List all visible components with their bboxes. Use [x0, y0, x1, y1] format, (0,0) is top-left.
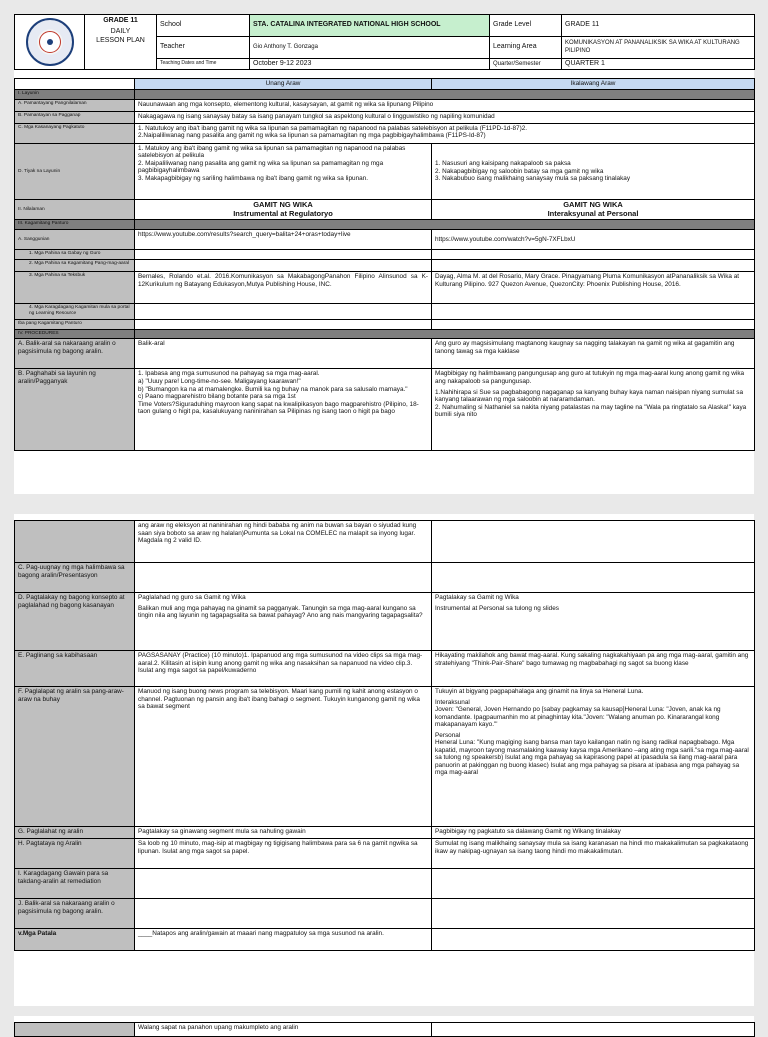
- balik-aral-day1: Balik-aral: [135, 339, 432, 369]
- lesson-table-3: [14, 1022, 755, 1037]
- paglalapat-label: F. Paglalapat ng aralin sa pang-araw-araw na buhay: [15, 687, 135, 827]
- paghahabi-label: B. Paghahabi sa layunin ng aralin/Pagganyak: [15, 369, 135, 451]
- pamantayan-sa-pagganap-text: Nakagagawa ng isang sanaysay batay sa isang panayam tungkol sa aspektong kultural o lingguwistiko ng napiling komunidad: [135, 111, 755, 123]
- grade-daily-lesson-plan: [85, 15, 157, 70]
- lesson-table-1: [14, 78, 755, 451]
- school-label: School: [157, 15, 250, 37]
- page-1: [14, 14, 754, 494]
- pamantayang-pangnilalaman-label: A. Pamantayang Pangnilalaman: [15, 99, 135, 111]
- procedures-label: IV. PROCEDURES: [15, 330, 135, 339]
- paglinang-label: E. Paglinang sa kabihasaan: [15, 651, 135, 687]
- deped-seal-icon: [26, 18, 74, 66]
- gabay-ng-guro-label: 1. Mga Pahina sa Gabay ng Guro: [15, 250, 135, 260]
- teksbuk-day1: Bernales, Rolando et.al. 2016.Komunikasyon sa MakabagongPanahon Filipino Alinsunod sa K-12Kurikulum ng Batayang Edukasyon,Mutya Publishing House, INC.: [135, 272, 432, 304]
- paglalahat-day1: Pagtalakay sa ginawang segment mula sa nahuling gawain: [135, 827, 432, 839]
- lesson-plan-label: LESSON PLAN: [96, 36, 145, 44]
- iba-pang-kagamitan-label: Iba pang Kagamitang Panturo: [15, 320, 135, 330]
- school-value: STA. CATALINA INTEGRATED NATIONAL HIGH SCHOOL: [250, 15, 490, 37]
- pagtataya-day1: Sa loob ng 10 minuto, mag-isip at magbigay ng tigigisang halimbawa para sa 6 na gamit ngwika sa lipunan. Isulat ang mga sagot sa papel.: [135, 839, 432, 869]
- pagtalakay-label: D. Pagtalakay ng bagong konsepto at paglalahad ng bagong kasanayan: [15, 593, 135, 651]
- tiyak-na-layunin-day1: 1. Matukoy ang iba't ibang gamit ng wika sa lipunan sa pamamagitan ng napanood na palabas satelebisyon at pelikula 2. Maipaliliwanag nang pasalita ang gamit ng wika sa lipunan sa pamamagitan ng mga pagbibigayhalimbawa 3. Makapagbibigay ng sariling halimbawa ng iba't ibang gamit ng wika sa lipunan.: [135, 143, 432, 199]
- teacher-label: Teacher: [157, 37, 250, 59]
- tiyak-na-layunin-day2: 1. Nasusuri ang kaisipang nakapaloob sa paksa 2. Nakapagbibigay ng saloobin batay sa mga gamit ng wika 3. Nakabubuo isang malikhaing sanaysay mula sa paksang tinalakay: [432, 143, 755, 199]
- lesson-table-2: [14, 520, 755, 951]
- paglalapat-day2: Tukuyin at bigyang pagpapahalaga ang ginamit na linya sa Heneral Luna. Interaksunal Joven: "General, Joven Hernando po [sabay pagkamay sa kausap]Heneral Luna: "Joven, anak ka ng komandante. Ipagpaumanhin mo at pinaghintay kita."Joven: "Walang anuman po. Kinararangal kong makapanayam kayo."' Personal Heneral Luna: "Kung magiging isang bansa man tayo kailangan natin ng isang radikal napagbabago. Mga kapatid, mayroon tayong masmalaking kaaway kaysa mga Amerikano –ang ating mga sarili."sa mga mag-aaral sa tulong ng speakersb) Isulat ang mga pahayag sa kapirasong papel at ipasadula sa ilang mag-aaral para panuorin at pakinggan ng buong klasec) Isulat ang mga pahayag sa pisara at ipabasa ang mga pahayag sa mga mag-aaral: [432, 687, 755, 827]
- kagamitang-pang-mag-aaral-label: 2. Mga Pahina sa Kagamitang Pang-mag-aaral: [15, 260, 135, 272]
- pagtalakay-day1: Paglalahad ng guro sa Gamit ng Wika Balikan muli ang mga pahayag na ginamit sa pagganyak. Tanungin sa mga mag-aaral kungano sa tingin nila ang layunin ng tagapagsalita sa bawat pahayag? Ano ang nais mangyaring tagapagsalita?: [135, 593, 432, 651]
- sanggunian-day2-link[interactable]: https://www.youtube.com/watch?v=5gN-7XFLbxU: [432, 230, 755, 250]
- balik-aral-j-label: J. Balik-aral sa nakaraang aralin o pagsisimula ng bagong aralin.: [15, 899, 135, 929]
- paglinang-day1: PAGSASANAY (Practice) (10 minuto)1. Ipapanuod ang mga sumusunod na video clips sa mga mag-aaral.2. Kilitasin at isipin kung anong gamit ng wika ang nasaksihan sa napanuod na video clip.3. Isulat ang mga sagot sa papel/kuwaderno: [135, 651, 432, 687]
- kasanayang-pagkatuto-text: 1. Natutukoy ang iba't ibang gamit ng wika sa lipunan sa pamamagitan ng napanood na palabas satelebisyon at pelikula (F11PD-1d-87)2. 2.Naipaliliwanag nang pasalita ang gamit ng wika sa lipunan sa pamamagitan ng mga pagbibigayhalimbawa (F11PS-Id-87): [135, 123, 755, 143]
- quarter-label: Quarter/Semester: [490, 59, 562, 70]
- dates-label: Teaching Dates and Time: [157, 59, 250, 70]
- mga-patala-label: v.Mga Patala: [15, 929, 135, 951]
- kagamitang-panturo-label: III. Kagamitang Panturo: [15, 220, 135, 230]
- balik-aral-label: A. Balik-aral sa nakaraang aralin o pagsisimula ng bagong aralin.: [15, 339, 135, 369]
- karagdagang-gawain-label: I. Karagdagang Gawain para sa takdang-aralin at remediation: [15, 869, 135, 899]
- paghahabi-day2: Magbibigay ng halimbawang pangungusap ang guro at tutukyin ng mga mag-aaral kung anong gamit ng wika ang nakapaloob sa pangungusap. 1.Nahihirapa si Sue sa pagbabagong nagaganap sa kanyang buhay kaya naman naisipan niyang sumulat sa kanyang talaarawan ng mga saloobin at nararamdaman. 2. Nahumaling si Nathaniel sa nakita niyang patalastas na may tagline na "Wala pa ringtatalo sa Alaska!" kaya bumili siya nito: [432, 369, 755, 451]
- teksbuk-day2: Dayag, Alma M. at del Rosario, Mary Grace. Pinagyamang Pluma Komunikasyon atPananaliksik sa Wika at Kulturang Pilipino. 927 Quezon Avenue, QuezonCity: Phoenix Publishing House, 2016.: [432, 272, 755, 304]
- balik-aral-day2: Ang guro ay magsisimulang magtanong kaugnay sa nagging talakayan na gamit ng wika at gagamitin ang tanong tawag sa mga kaklase: [432, 339, 755, 369]
- paghahabi-day1-continued: ang araw ng eleksyon at naninirahan ng hindi bababa ng anim na buwan sa bayan o siyudad kung saan siya boboto sa araw ng halalan)Pumunta sa Lokal na COMELEC na malapit sa inyong lugar. Magdala ng 2 valid ID.: [135, 521, 432, 563]
- paglinang-day2: Hikayating makilahok ang bawat mag-aaral. Kung sakaling nagkakahiyaan pa ang mga mag-aaral, gamitin ang stratehiyang "Think-Pair-Share" bago tumawag ng magbabahagi ng sagot sa buong klase: [432, 651, 755, 687]
- learning-area-label: Learning Area: [490, 37, 562, 59]
- teksbuk-label: 3. Mga Pahina sa Teksbuk: [15, 272, 135, 304]
- pagtalakay-day2: Pagtalakay sa Gamit ng Wika Instrumental at Personal sa tulong ng slides: [432, 593, 755, 651]
- daily-label: DAILY: [110, 28, 131, 36]
- layunin-label: I. Layunin: [15, 89, 135, 99]
- grade-label: GRADE 11: [103, 17, 138, 24]
- pag-uugnay-label: C. Pag-uugnay ng mga halimbawa sa bagong aralin/Presentasyon: [15, 563, 135, 593]
- pamantayan-sa-pagganap-label: B. Pamantayan sa Pagganap: [15, 111, 135, 123]
- nilalaman-day1: GAMIT NG WIKA Instrumental at Regulatoryo: [135, 199, 432, 220]
- sanggunian-day1-link[interactable]: https://www.youtube.com/results?search_query=balita+24+oras+today+live: [135, 230, 432, 250]
- quarter-value: QUARTER 1: [562, 59, 755, 70]
- kasanayang-pagkatuto-label: C. Mga Kasanayang Pagkatuto: [15, 123, 135, 143]
- pamantayang-pangnilalaman-text: Nauunawaan ang mga konsepto, elementong kultural, kasaysayan, at gamit ng wika sa lipunang Pilipino: [135, 99, 755, 111]
- day1-header: Unang Araw: [135, 79, 432, 90]
- karagdagang-kagamitan-label: 4. Mga Karagdagang Kagamitan mula sa portal ng Learning Resource: [15, 304, 135, 320]
- mga-patala-day1: ____Natapos ang aralin/gawain at maaari nang magpatuloy sa mga susunod na aralin.: [135, 929, 432, 951]
- page-2: [14, 514, 754, 1006]
- grade-level-value: GRADE 11: [562, 15, 755, 37]
- paglalahat-day2: Pagbibigay ng pagkatuto sa dalawang Gamit ng Wikang tinalakay: [432, 827, 755, 839]
- page-3: [14, 1016, 754, 1036]
- header-table: [14, 14, 755, 70]
- sanggunian-label: A. Sanggunian: [15, 230, 135, 250]
- pagtataya-label: H. Pagtataya ng Aralin: [15, 839, 135, 869]
- paglalahat-label: G. Paglalahat ng aralin: [15, 827, 135, 839]
- day2-header: Ikalawang Araw: [432, 79, 755, 90]
- nilalaman-label: II. Nilalaman: [15, 199, 135, 220]
- paghahabi-day1: 1. Ipabasa ang mga sumusunod na pahayag sa mga mag-aaral. a) "Uuuy pare! Long-time-no-see. Maligayang kaarawan!" b) "Bumangon ka na at mamalengke. Bumili ka ng buhay na manok para sa salusalo mamaya." c) Paano magparehistro bilang botante para sa mga 1st Time Voters?Siguraduhing mayroon kang sapat na kwalipikasyon bago magparehistro (Pilipino, 18-taon gulang o higit pa, kasalukuyang naninirahan sa Pilipinas ng isang taon o higit pa bago: [135, 369, 432, 451]
- learning-area-value: KOMUNIKASYON AT PANANALIKSIK SA WIKA AT KULTURANG PILIPINO: [562, 37, 755, 59]
- teacher-value: Gio Anthony T. Gonzaga: [250, 37, 490, 59]
- page3-text: Walang sapat na panahon upang makumpleto ang aralin: [135, 1023, 432, 1037]
- grade-level-label: Grade Level: [490, 15, 562, 37]
- deped-seal-cell: [15, 15, 85, 70]
- pagtataya-day2: Sumulat ng isang malikhaing sanaysay mula sa isang karanasan na hindi mo makakalimutan sa pagkakataong ikaw ay nakipag-ugnayan sa isang taong hindi mo makakalimutan.: [432, 839, 755, 869]
- dates-value: October 9-12 2023: [250, 59, 490, 70]
- tiyak-na-layunin-label: D. Tiyak na Layunin: [15, 143, 135, 199]
- nilalaman-day2: GAMIT NG WIKA Interaksyunal at Personal: [432, 199, 755, 220]
- paglalapat-day1: Manuod ng isang buong news program sa telebisyon. Maari kang pumili ng kahit anong estasyon o channel. Pagtuonan ng pansin ang iba't ibang bahagi o segment. Tukuyin kunganong gamit ng wika sa bawat segment: [135, 687, 432, 827]
